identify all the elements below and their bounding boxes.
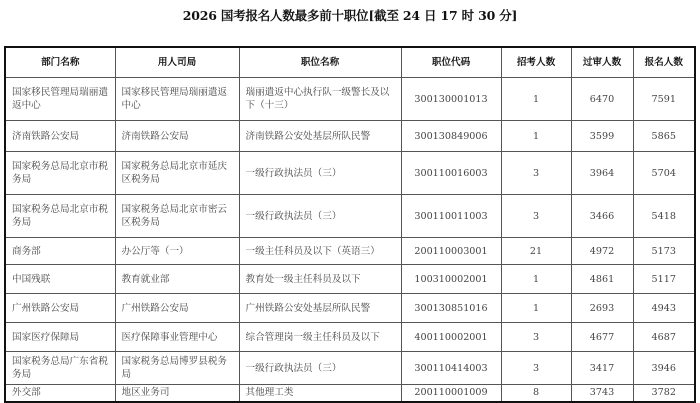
table-row bbox=[5, 352, 695, 385]
cell-bureau: 广州铁路公安局 bbox=[115, 294, 239, 323]
cell-bureau: 办公厅等（一） bbox=[115, 238, 239, 265]
cell-department: 商务部 bbox=[5, 238, 115, 265]
cell-recruit-count: 1 bbox=[501, 121, 571, 152]
cell-approved-count: 4677 bbox=[571, 323, 633, 352]
cell-department: 国家税务总局北京市税务局 bbox=[5, 195, 115, 238]
table-row bbox=[5, 385, 695, 403]
cell-position-code: 300110414003 bbox=[401, 352, 501, 385]
cell-department: 中国残联 bbox=[5, 265, 115, 294]
header-bureau: 用人司局 bbox=[115, 47, 239, 78]
cell-position-code: 200110001009 bbox=[401, 385, 501, 403]
cell-position-code: 300130849006 bbox=[401, 121, 501, 152]
cell-position-name: 综合管理岗一级主任科员及以下 bbox=[239, 323, 401, 352]
cell-position-name: 教育处一级主任科员及以下 bbox=[239, 265, 401, 294]
cell-approved-count: 3599 bbox=[571, 121, 633, 152]
cell-bureau: 国家移民管理局瑞丽遣返中心 bbox=[115, 78, 239, 121]
cell-applicant-count: 5418 bbox=[633, 195, 695, 238]
cell-recruit-count: 3 bbox=[501, 323, 571, 352]
cell-approved-count: 3417 bbox=[571, 352, 633, 385]
table-row bbox=[5, 78, 695, 121]
cell-department: 国家税务总局广东省税务局 bbox=[5, 352, 115, 385]
cell-approved-count: 4972 bbox=[571, 238, 633, 265]
table-row bbox=[5, 294, 695, 323]
table-row bbox=[5, 195, 695, 238]
cell-position-name: 瑞丽遣返中心执行队一级警长及以下（十三） bbox=[239, 78, 401, 121]
table-row bbox=[5, 265, 695, 294]
cell-department: 国家移民管理局瑞丽遣返中心 bbox=[5, 78, 115, 121]
header-position-name: 职位名称 bbox=[239, 47, 401, 78]
cell-applicant-count: 5173 bbox=[633, 238, 695, 265]
top-ten-positions-table bbox=[4, 46, 696, 403]
cell-applicant-count: 4943 bbox=[633, 294, 695, 323]
cell-applicant-count: 3946 bbox=[633, 352, 695, 385]
cell-position-name: 广州铁路公安处基层所队民警 bbox=[239, 294, 401, 323]
cell-department: 济南铁路公安局 bbox=[5, 121, 115, 152]
cell-bureau: 国家税务总局北京市延庆区税务局 bbox=[115, 152, 239, 195]
header-row bbox=[5, 47, 695, 78]
cell-applicant-count: 5865 bbox=[633, 121, 695, 152]
cell-recruit-count: 1 bbox=[501, 294, 571, 323]
cell-position-code: 300130851016 bbox=[401, 294, 501, 323]
cell-position-name: 其他理工类 bbox=[239, 385, 401, 403]
cell-position-name: 济南铁路公安处基层所队民警 bbox=[239, 121, 401, 152]
cell-position-code: 300130001013 bbox=[401, 78, 501, 121]
header-position-code: 职位代码 bbox=[401, 47, 501, 78]
cell-recruit-count: 1 bbox=[501, 265, 571, 294]
cell-position-name: 一级行政执法员（三） bbox=[239, 152, 401, 195]
cell-position-code: 100310002001 bbox=[401, 265, 501, 294]
table-row bbox=[5, 121, 695, 152]
cell-approved-count: 4861 bbox=[571, 265, 633, 294]
cell-position-name: 一级行政执法员（三） bbox=[239, 352, 401, 385]
cell-bureau: 济南铁路公安局 bbox=[115, 121, 239, 152]
cell-bureau: 国家税务总局北京市密云区税务局 bbox=[115, 195, 239, 238]
table-row bbox=[5, 152, 695, 195]
header-department: 部门名称 bbox=[5, 47, 115, 78]
cell-applicant-count: 5117 bbox=[633, 265, 695, 294]
cell-position-code: 300110011003 bbox=[401, 195, 501, 238]
cell-recruit-count: 21 bbox=[501, 238, 571, 265]
cell-approved-count: 2693 bbox=[571, 294, 633, 323]
cell-bureau: 国家税务总局博罗县税务局 bbox=[115, 352, 239, 385]
cell-applicant-count: 7591 bbox=[633, 78, 695, 121]
header-applicant-count: 报名人数 bbox=[633, 47, 695, 78]
cell-bureau: 教育就业部 bbox=[115, 265, 239, 294]
cell-applicant-count: 5704 bbox=[633, 152, 695, 195]
cell-recruit-count: 3 bbox=[501, 352, 571, 385]
cell-recruit-count: 3 bbox=[501, 152, 571, 195]
cell-position-code: 400110002001 bbox=[401, 323, 501, 352]
cell-department: 外交部 bbox=[5, 385, 115, 403]
table-row bbox=[5, 323, 695, 352]
cell-recruit-count: 8 bbox=[501, 385, 571, 403]
cell-position-code: 300110016003 bbox=[401, 152, 501, 195]
cell-position-code: 200110003001 bbox=[401, 238, 501, 265]
cell-applicant-count: 4687 bbox=[633, 323, 695, 352]
header-approved-count: 过审人数 bbox=[571, 47, 633, 78]
cell-approved-count: 3466 bbox=[571, 195, 633, 238]
cell-position-name: 一级主任科员及以下（英语三） bbox=[239, 238, 401, 265]
table-row bbox=[5, 238, 695, 265]
page-title: 2026 国考报名人数最多前十职位[截至 24 日 17 时 30 分] bbox=[182, 8, 518, 23]
cell-approved-count: 3964 bbox=[571, 152, 633, 195]
cell-department: 国家税务总局北京市税务局 bbox=[5, 152, 115, 195]
cell-approved-count: 3743 bbox=[571, 385, 633, 403]
cell-recruit-count: 1 bbox=[501, 78, 571, 121]
cell-applicant-count: 3782 bbox=[633, 385, 695, 403]
cell-position-name: 一级行政执法员（三） bbox=[239, 195, 401, 238]
cell-bureau: 地区业务司 bbox=[115, 385, 239, 403]
cell-bureau: 医疗保障事业管理中心 bbox=[115, 323, 239, 352]
cell-department: 国家医疗保障局 bbox=[5, 323, 115, 352]
cell-department: 广州铁路公安局 bbox=[5, 294, 115, 323]
cell-recruit-count: 3 bbox=[501, 195, 571, 238]
cell-approved-count: 6470 bbox=[571, 78, 633, 121]
header-recruit-count: 招考人数 bbox=[501, 47, 571, 78]
